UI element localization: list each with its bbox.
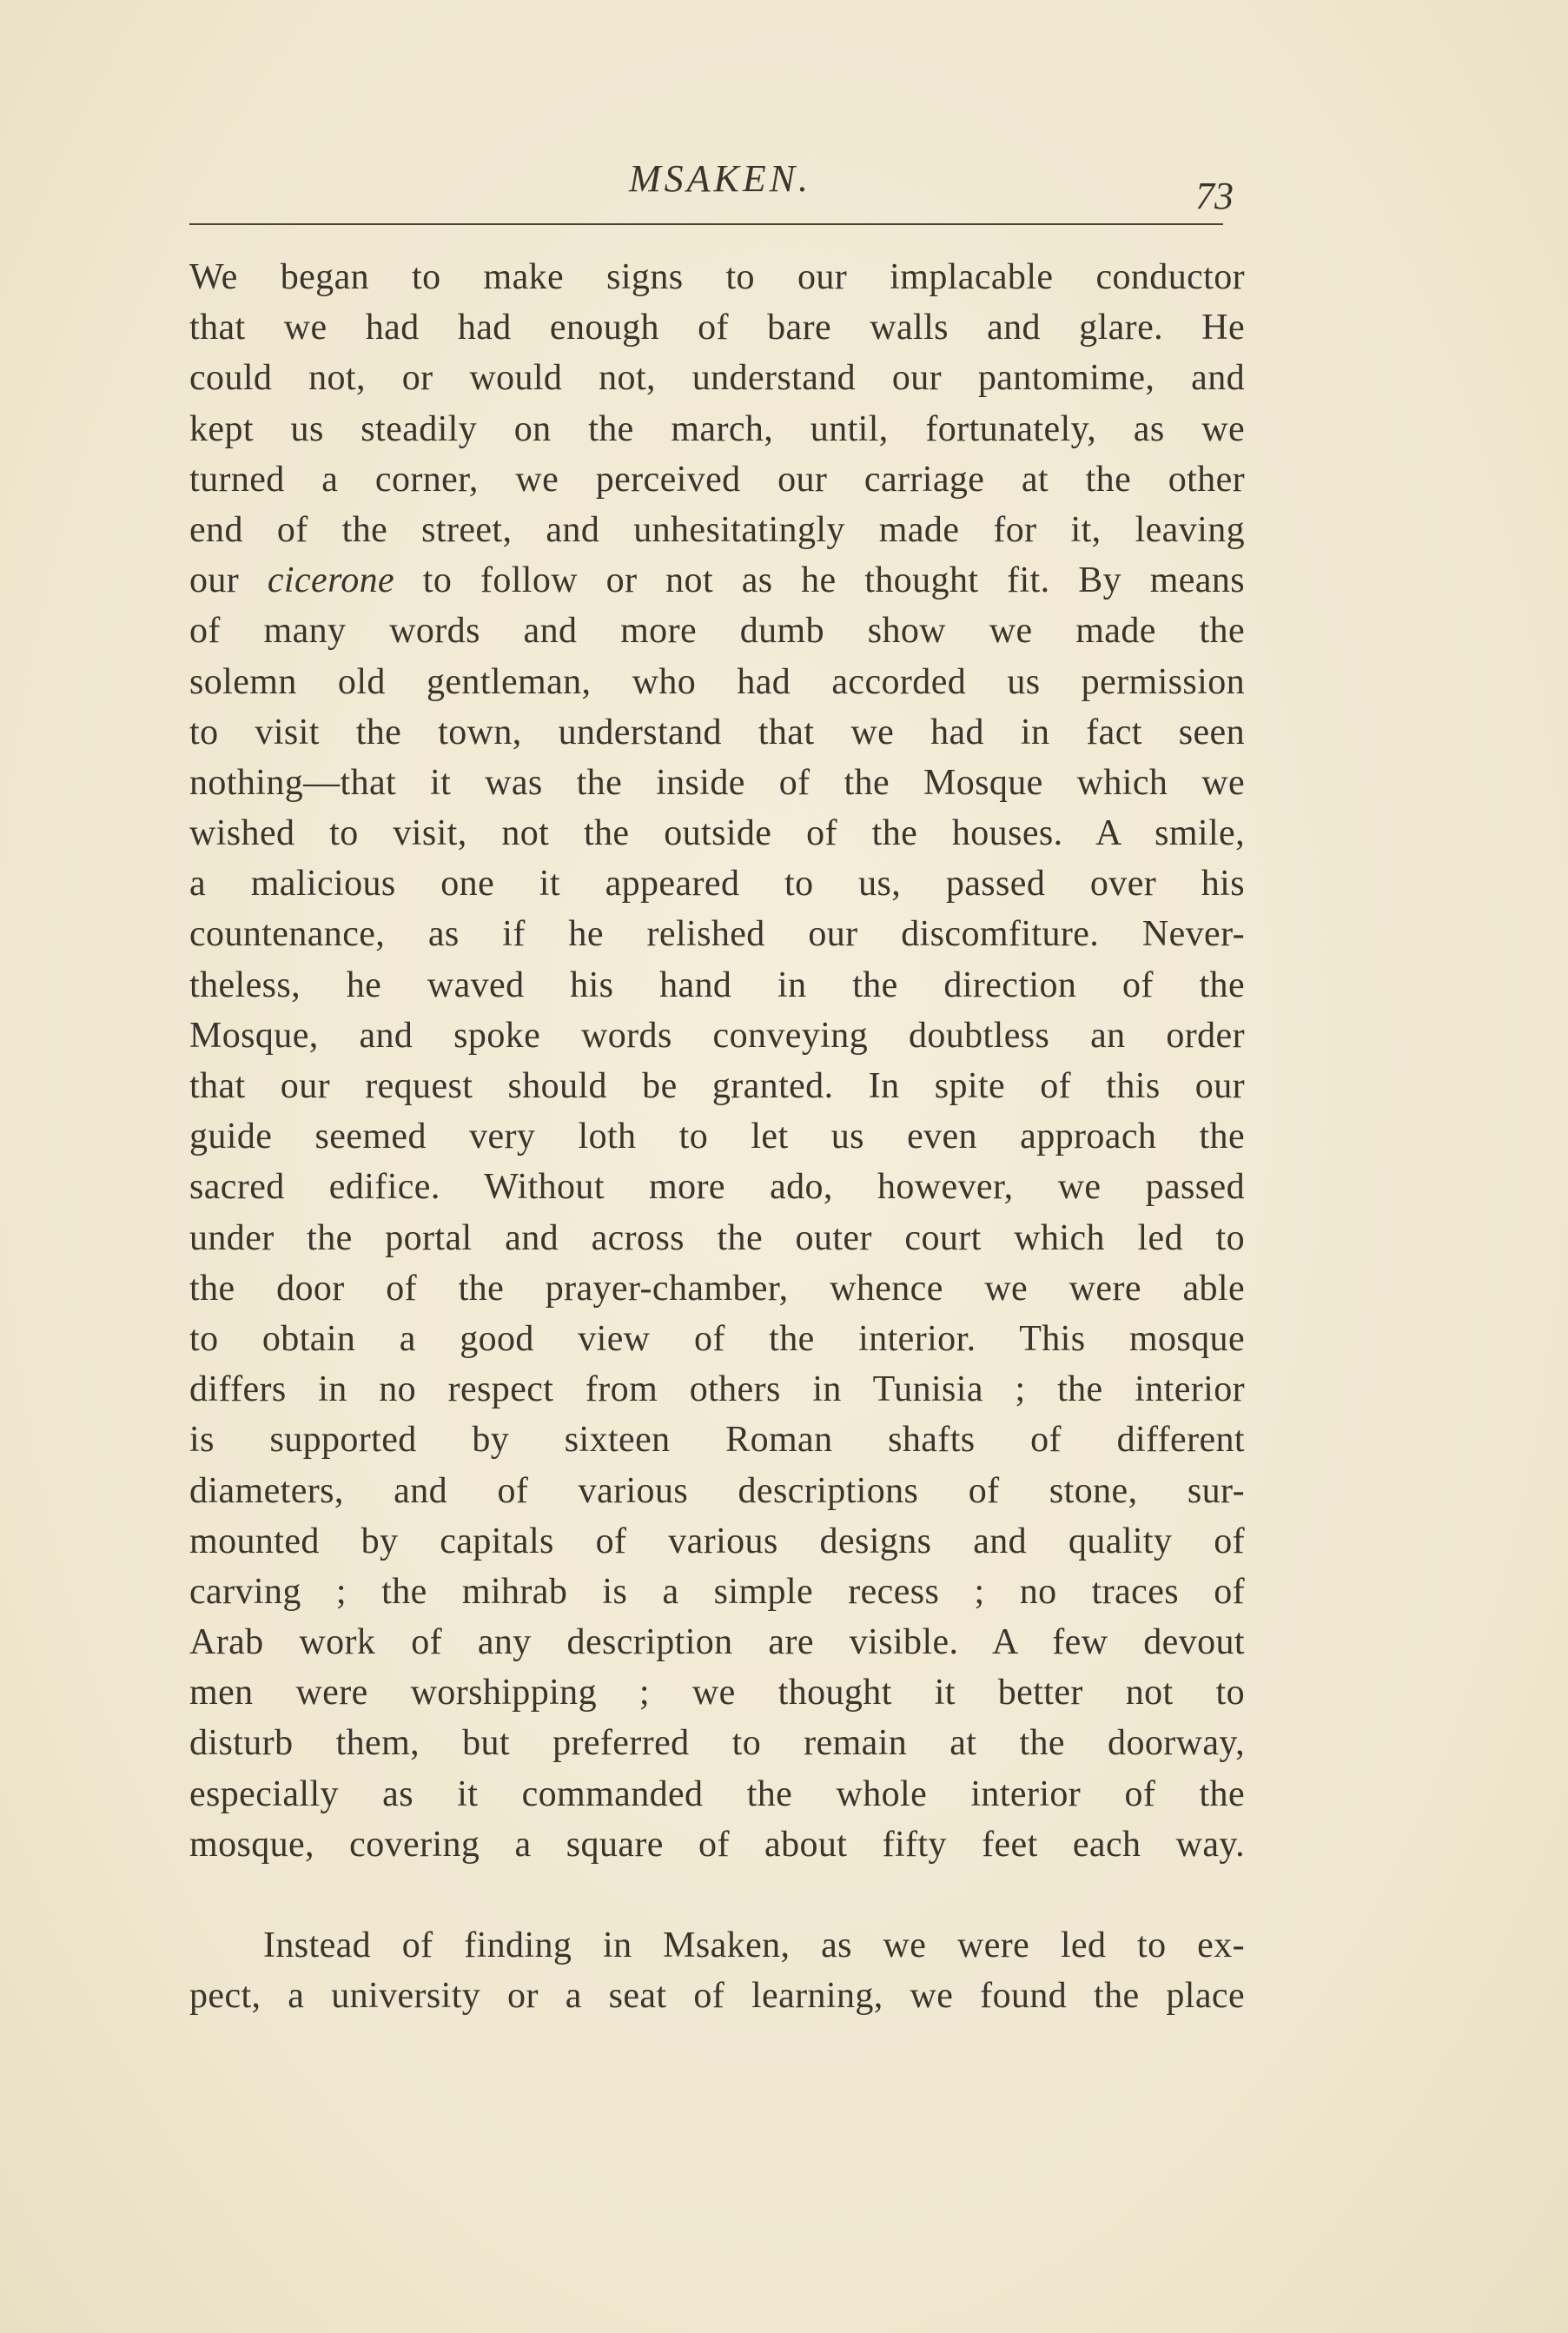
text-line: a malicious one it appeared to us, passed over his <box>189 864 1245 905</box>
text-line: disturb them, but preferred to remain at the doorway, <box>189 1723 1245 1764</box>
text-line: carving ; the mihrab is a simple recess ; no traces of <box>189 1571 1245 1612</box>
paragraph-start-line: Instead of finding in Msaken, as we were led to ex- <box>263 1925 1245 1966</box>
running-head: MSAKEN. <box>628 157 812 200</box>
text-line: We began to make signs to our implacable conductor <box>189 257 1245 297</box>
page-number: 73 <box>1195 175 1234 217</box>
text-line: of many words and more dumb show we made the <box>189 611 1245 652</box>
text-line: the door of the prayer-chamber, whence we were able <box>189 1268 1245 1309</box>
text-line <box>189 1870 1245 1920</box>
text-line: diameters, and of various descriptions of stone, sur- <box>189 1470 1245 1511</box>
text-line: differs in no respect from others in Tunisia ; the interior <box>189 1369 1245 1410</box>
page-header <box>189 139 1251 226</box>
italic-word: cicerone <box>267 560 395 601</box>
text-line: especially as it commanded the whole interior of the <box>189 1773 1245 1814</box>
text-line: end of the street, and unhesitatingly made for it, leaving <box>189 509 1245 550</box>
text-line: is supported by sixteen Roman shafts of different <box>189 1420 1245 1461</box>
text-line: sacred edifice. Without more ado, however, we passed <box>189 1167 1245 1208</box>
text-line: mosque, covering a square of about fifty feet each way. <box>189 1824 1245 1865</box>
text-line: kept us steadily on the march, until, fortunately, as we <box>189 408 1245 449</box>
text-line: pect, a university or a seat of learning, we found the place <box>189 1976 1245 2017</box>
text-segment: to follow or not as he thought fit. By means <box>422 560 1245 601</box>
text-line: theless, he waved his hand in the direction of the <box>189 964 1245 1005</box>
text-line: that we had had enough of bare walls and glare. He <box>189 308 1245 348</box>
text-line: Mosque, and spoke words conveying doubtless an order <box>189 1015 1245 1056</box>
header-rule <box>189 223 1223 225</box>
text-line: guide seemed very loth to let us even approach the <box>189 1117 1245 1157</box>
text-line: to obtain a good view of the interior. This mosque <box>189 1318 1245 1359</box>
text-line <box>189 555 1245 606</box>
text-line: nothing—that it was the inside of the Mosque which we <box>189 762 1245 803</box>
text-line: men were worshipping ; we thought it better not to <box>189 1673 1245 1713</box>
text-line: that our request should be granted. In spite of this our <box>189 1066 1245 1106</box>
text-line: Arab work of any description are visible. A few devout <box>189 1622 1245 1663</box>
body-text <box>189 252 1245 2022</box>
text-line: countenance, as if he relished our discomfiture. Never- <box>189 914 1245 955</box>
text-line: turned a corner, we perceived our carriage at the other <box>189 459 1245 500</box>
text-line: to visit the town, understand that we had in fact seen <box>189 712 1245 752</box>
text-line: wished to visit, not the outside of the houses. A smile, <box>189 813 1245 854</box>
text-line: could not, or would not, understand our pantomime, and <box>189 358 1245 399</box>
text-line: solemn old gentleman, who had accorded us permission <box>189 661 1245 702</box>
text-line: under the portal and across the outer court which led to <box>189 1217 1245 1258</box>
text-segment: our <box>189 560 240 601</box>
text-line: mounted by capitals of various designs and quality of <box>189 1521 1245 1561</box>
